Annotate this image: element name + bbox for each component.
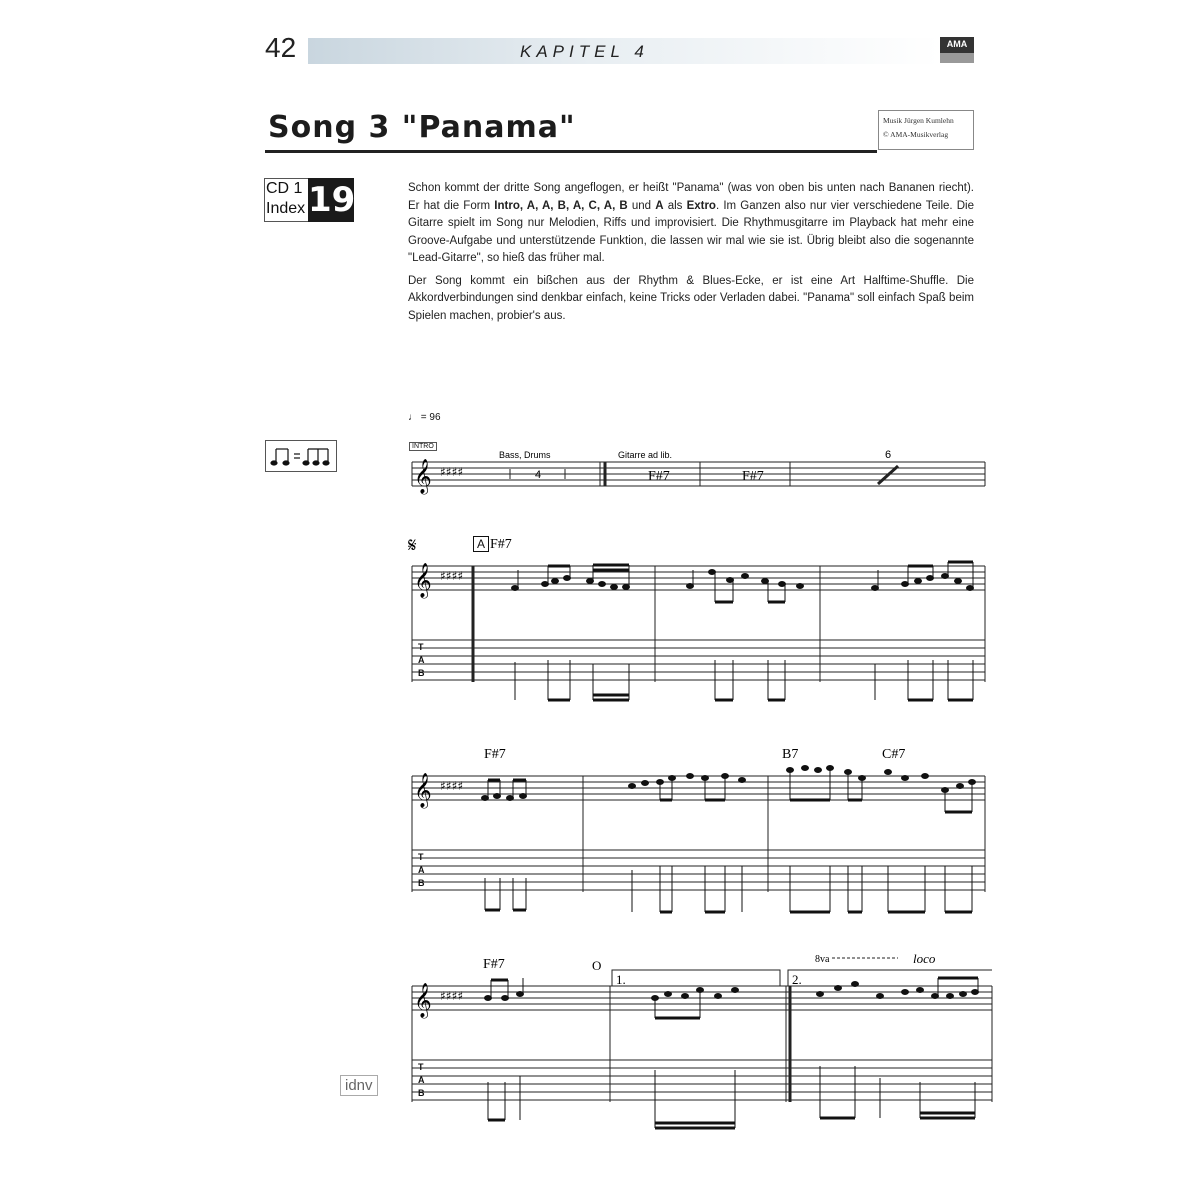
rest-count: 4	[535, 469, 542, 481]
svg-text:B: B	[418, 878, 425, 888]
row2-notes	[482, 766, 976, 813]
publisher-logo-text: AMA	[946, 39, 968, 49]
row2-tab	[412, 850, 985, 890]
chord-row2-3: C#7	[882, 747, 906, 762]
intro-staff	[412, 462, 985, 486]
intro-tag: INTRO	[409, 442, 437, 451]
chord-intro-1: F#7	[648, 469, 670, 484]
chord-a: F#7	[490, 537, 512, 552]
svg-text:A: A	[418, 1075, 425, 1085]
rehearsal-mark-a: A	[473, 536, 489, 552]
treble-clef-icon: 𝄞	[414, 983, 432, 1018]
multi-rest-count: 6	[885, 449, 892, 461]
cd-label: CD 1	[266, 180, 303, 197]
guitar-label: Gitarre ad lib.	[618, 450, 673, 460]
segno-icon: 𝄋	[408, 533, 417, 557]
paragraph-1-text: Schon kommt der dritte Song angeflogen, er heißt "Panama" (was von oben bis unten nach Bananen riecht). Er hat die Form	[408, 182, 974, 212]
row1-staff	[412, 566, 985, 682]
svg-text:T: T	[418, 852, 424, 862]
chapter-title: KAPITEL 4	[520, 42, 649, 61]
volta-2: 2.	[792, 972, 802, 987]
row1-tab-letters	[418, 642, 425, 678]
svg-text:B: B	[418, 1088, 425, 1098]
treble-clef-icon: 𝄞	[414, 773, 432, 808]
treble-clef-icon: 𝄞	[414, 563, 432, 598]
chord-row2-2: B7	[782, 747, 799, 762]
row3-staff	[412, 986, 992, 1102]
paragraph-1-text: . Im Ganzen also nur vier verschiedene Teile. Die Gitarre spielt im Song nur Melodien, Riffs und improvisiert. Die Rhythmusgitarre im Playback hat mehr eine Groove-Aufgabe und unterstützende Funktion, die lassen wir mal wie sie ist. Übrig bleibt also die sogenannte "Lead-Gitarre", so hieß das früher mal.	[408, 199, 975, 264]
row1-tab	[412, 640, 985, 680]
row2-tab-stems	[485, 866, 972, 912]
svg-text:A: A	[418, 655, 425, 665]
paragraph-1-text: als	[663, 199, 687, 212]
tempo-marking: ♩ = 96	[408, 412, 441, 423]
row3-tab-stems	[488, 1066, 975, 1128]
svg-text:B: B	[418, 668, 425, 678]
volta-1: 1.	[616, 972, 626, 987]
svg-text:A: A	[418, 865, 425, 875]
chord-row2-1: F#7	[484, 747, 506, 762]
extro-part: A	[655, 199, 664, 212]
key-signature-icon: ♯♯♯♯	[440, 989, 464, 1003]
paragraph-1-text: und	[627, 199, 656, 212]
form-sequence: Intro, A, A, B, A, C, A, B	[494, 199, 628, 212]
volta-brackets	[612, 970, 992, 986]
coda-sign: O	[592, 958, 602, 973]
song-title: Song 3 "Panama"	[268, 110, 576, 145]
watermark: idnv	[340, 1075, 378, 1096]
index-label: Index	[266, 200, 306, 217]
row2-tab-letters	[418, 852, 425, 888]
page-number: 42	[265, 32, 297, 63]
ottava-mark: 8va	[815, 954, 830, 965]
key-signature-icon: ♯♯♯♯	[440, 569, 464, 583]
track-number: 19	[308, 180, 356, 220]
row1-notes	[512, 562, 974, 602]
svg-text:T: T	[418, 642, 424, 652]
key-signature-icon: ♯♯♯♯	[440, 779, 464, 793]
svg-text:T: T	[418, 1062, 424, 1072]
treble-clef-icon: 𝄞	[414, 459, 432, 494]
repeat-slash-icon	[878, 466, 898, 484]
chord-row3-1: F#7	[483, 957, 505, 972]
credit-publisher: © AMA-Musikverlag	[883, 130, 949, 139]
extro-label: Extro	[686, 199, 716, 212]
row3-tab	[412, 1060, 992, 1100]
chord-intro-2: F#7	[742, 469, 764, 484]
credit-composer: Musik Jürgen Kumlehn	[883, 116, 954, 125]
row3-tab-letters	[418, 1062, 425, 1098]
paragraph-2: Der Song kommt ein bißchen aus der Rhythm & Blues-Ecke, er ist eine Art Halftime-Shuffle. Die Akkordverbindungen sind denkbar einfach, keine Tricks oder Verladen dabei. "Panama" soll einfach Spaß beim Spielen machen, probier's aus.	[408, 274, 974, 322]
loco-mark: loco	[913, 951, 936, 966]
bass-drums-label: Bass, Drums	[499, 450, 551, 460]
key-signature-icon: ♯♯♯♯	[440, 465, 464, 479]
